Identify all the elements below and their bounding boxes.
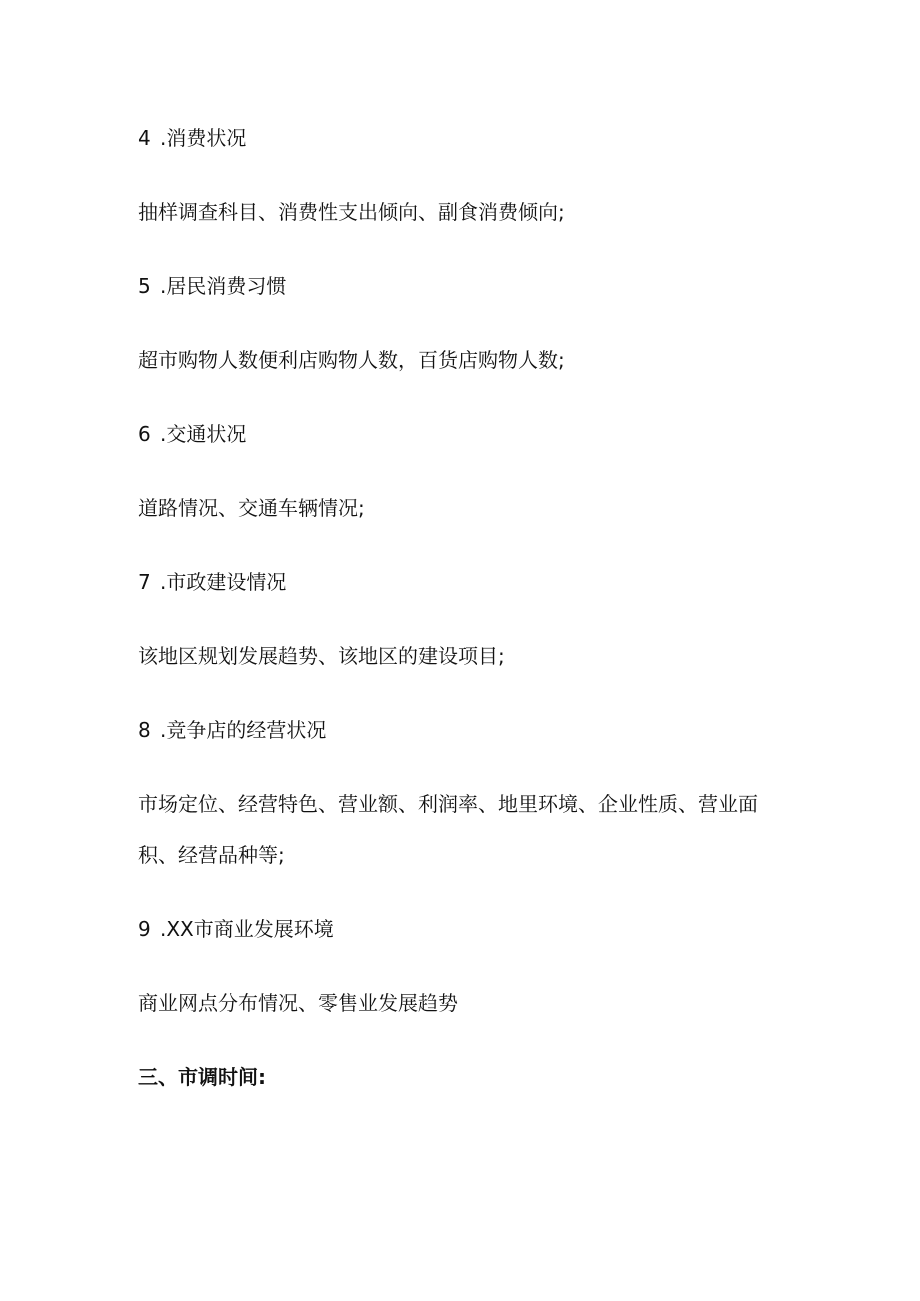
section-number: 6 <box>138 422 151 446</box>
section-number: 8 <box>138 718 151 742</box>
section-number: 4 <box>138 126 151 150</box>
section-number: 7 <box>138 570 151 594</box>
section-6-body: 道路情况、交通车辆情况; <box>138 496 365 520</box>
section-title: .交通状况 <box>160 422 247 446</box>
section-4-body: 抽样调查科目、消费性支出倾向、副食消费倾向; <box>138 200 565 224</box>
section-7-body: 该地区规划发展趋势、该地区的建设项目; <box>138 644 505 668</box>
section-8-heading <box>138 718 326 742</box>
section-9-body: 商业网点分布情况、零售业发展趋势 <box>138 991 458 1015</box>
heading-3: 三、市调时间: <box>138 1065 266 1089</box>
section-5-heading <box>138 274 286 298</box>
section-4-heading <box>138 126 246 150</box>
section-6-heading <box>138 422 246 446</box>
section-title: .XX市商业发展环境 <box>160 917 334 941</box>
section-9-heading <box>138 917 334 941</box>
section-title: .居民消费习惯 <box>160 274 287 298</box>
section-8-body-line-2: 积、经营品种等; <box>138 843 285 867</box>
section-title: .市政建设情况 <box>160 570 287 594</box>
section-7-heading <box>138 570 286 594</box>
section-number: 9 <box>138 917 151 941</box>
section-number: 5 <box>138 274 151 298</box>
section-5-body: 超市购物人数便利店购物人数，百货店购物人数; <box>138 348 565 372</box>
section-8-body-line-1: 市场定位、经营特色、营业额、利润率、地里环境、企业性质、营业面 <box>138 792 758 816</box>
section-title: .消费状况 <box>160 126 247 150</box>
section-title: .竞争店的经营状况 <box>160 718 327 742</box>
